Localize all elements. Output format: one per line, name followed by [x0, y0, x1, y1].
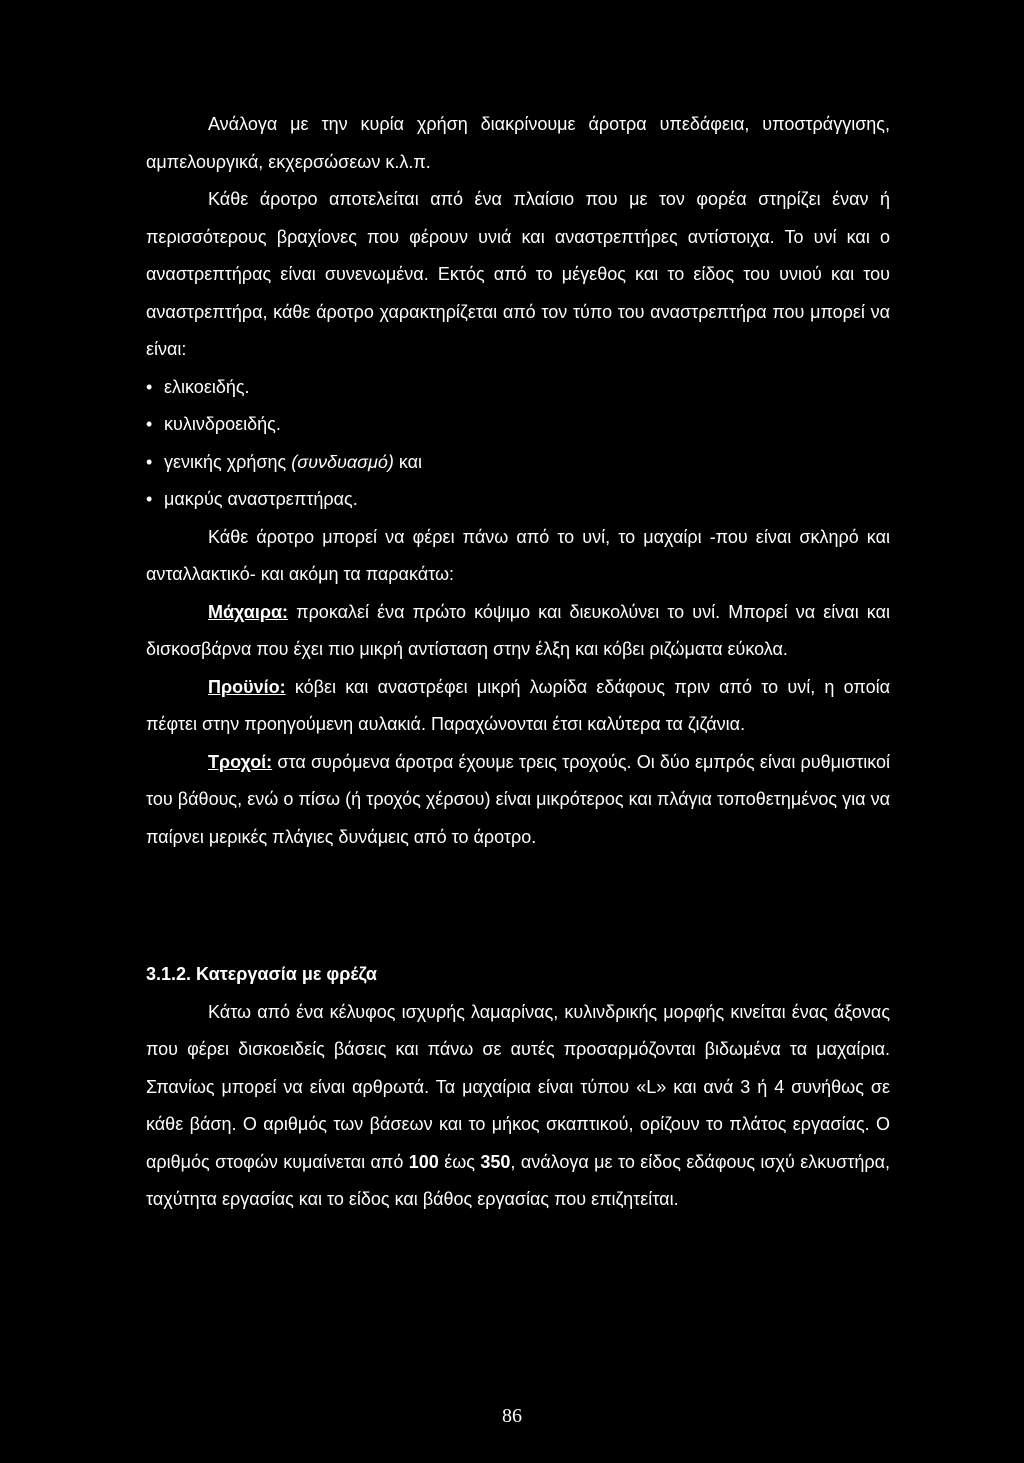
- paragraph-plow-types: [146, 106, 890, 181]
- paragraph-prouvio: [146, 669, 890, 744]
- document-body: [146, 106, 890, 1219]
- paragraph-text: Ανάλογα με την κυρία χρήση διακρίνουμε άροτρα υπεδάφεια, υποστράγγισης, αμπελουργικά, εκχερσώσεων κ.λ.π.: [146, 114, 890, 172]
- list-item: [146, 444, 890, 482]
- page-number: 86: [502, 1405, 522, 1427]
- list-item: [146, 369, 890, 407]
- list-item-text: και: [393, 451, 423, 472]
- list-item-italic-text: (συνδυασμό): [291, 451, 394, 472]
- list-item-text: γενικής χρήσης: [164, 451, 292, 472]
- list-item: [146, 406, 890, 444]
- paragraph-plow-parts: [146, 181, 890, 369]
- section-heading: 3.1.2. Κατεργασία με φρέζα: [146, 964, 377, 984]
- paragraph-text: έως: [438, 1151, 481, 1172]
- term-label: Προϋνίο:: [208, 676, 286, 697]
- term-text: στα συρόμενα άροτρα έχουμε τρεις τροχούς. Οι δύο εμπρός είναι ρυθμιστικοί του βάθους, ενώ ο πίσω (ή τροχός χέρσου) είναι μικρότερος και πλάγια τοποθετημένος για να παίρνει μερικές πλάγιες δυνάμεις από το άροτρο.: [146, 751, 890, 847]
- rpm-max-value: 350: [480, 1151, 511, 1172]
- rpm-min-value: 100: [408, 1151, 439, 1172]
- list-item: [146, 481, 890, 519]
- paragraph-text: Κάθε άροτρο μπορεί να φέρει πάνω από το υνί, το μαχαίρι -που είναι σκληρό και ανταλλακτικό- και ακόμη τα παρακάτω:: [146, 526, 890, 584]
- term-text: προκαλεί ένα πρώτο κόψιμο και διευκολύνει το υνί. Μπορεί να είναι και δισκοσβάρνα που έχει πιο μικρή αντίσταση στην έλξη και κόβει ριζώματα εύκολα.: [146, 601, 890, 659]
- paragraph-text: Κάθε άροτρο αποτελείται από ένα πλαίσιο που με τον φορέα στηρίζει έναν ή περισσότερους βραχίονες που φέρουν υνιά και αναστρεπτήρες αντίστοιχα. Το υνί και ο αναστρεπτήρας είναι συνενωμένα. Εκτός από το μέγεθος και το είδος του υνιού και του αναστρεπτήρα, κάθε άροτρο χαρακτηρίζεται από τον τύπο του αναστρεπτήρα που μπορεί να είναι:: [146, 189, 890, 359]
- paragraph-accessories: [146, 519, 890, 594]
- paragraph-rotary-tiller: [146, 994, 890, 1219]
- paragraph-text: , ανάλογα με το είδος εδάφους ισχύ ελκυστήρα, ταχύτητα εργασίας και το είδος και βάθος εργασίας που επιζητείται.: [146, 1151, 890, 1209]
- list-item-text: ελικοειδής.: [164, 376, 250, 397]
- list-item-text: μακρύς αναστρεπτήρας.: [164, 489, 358, 509]
- term-text: κόβει και αναστρέφει μικρή λωρίδα εδάφους πριν από το υνί, η οποία πέφτει στην προηγούμενη αυλακιά. Παραχώνονται έτσι καλύτερα τα ζιζάνια.: [146, 676, 890, 734]
- moldboard-type-list: [146, 369, 890, 519]
- paragraph-text: Κάτω από ένα κέλυφος ισχυρής λαμαρίνας, κυλινδρικής μορφής κινείται ένας άξονας που φέρει δισκοειδείς βάσεις και πάνω σε αυτές προσαρμόζονται βιδωμένα τα μαχαίρια. Σπανίως μπορεί να είναι αρθρωτά. Τα μαχαίρια είναι τύπου «L» και ανά 3 ή 4 συνήθως σε κάθε βάση. Ο αριθμός των βάσεων και το μήκος σκαπτικού, ορίζουν το πλάτος εργασίας. Ο αριθμός στοφών κυμαίνεται από: [146, 1001, 890, 1172]
- paragraph-machaira: [146, 594, 890, 669]
- paragraph-trochoi: [146, 744, 890, 857]
- term-label: Τροχοί:: [208, 751, 273, 772]
- term-label: Μάχαιρα:: [208, 601, 289, 622]
- list-item-text: κυλινδροειδής.: [164, 414, 281, 434]
